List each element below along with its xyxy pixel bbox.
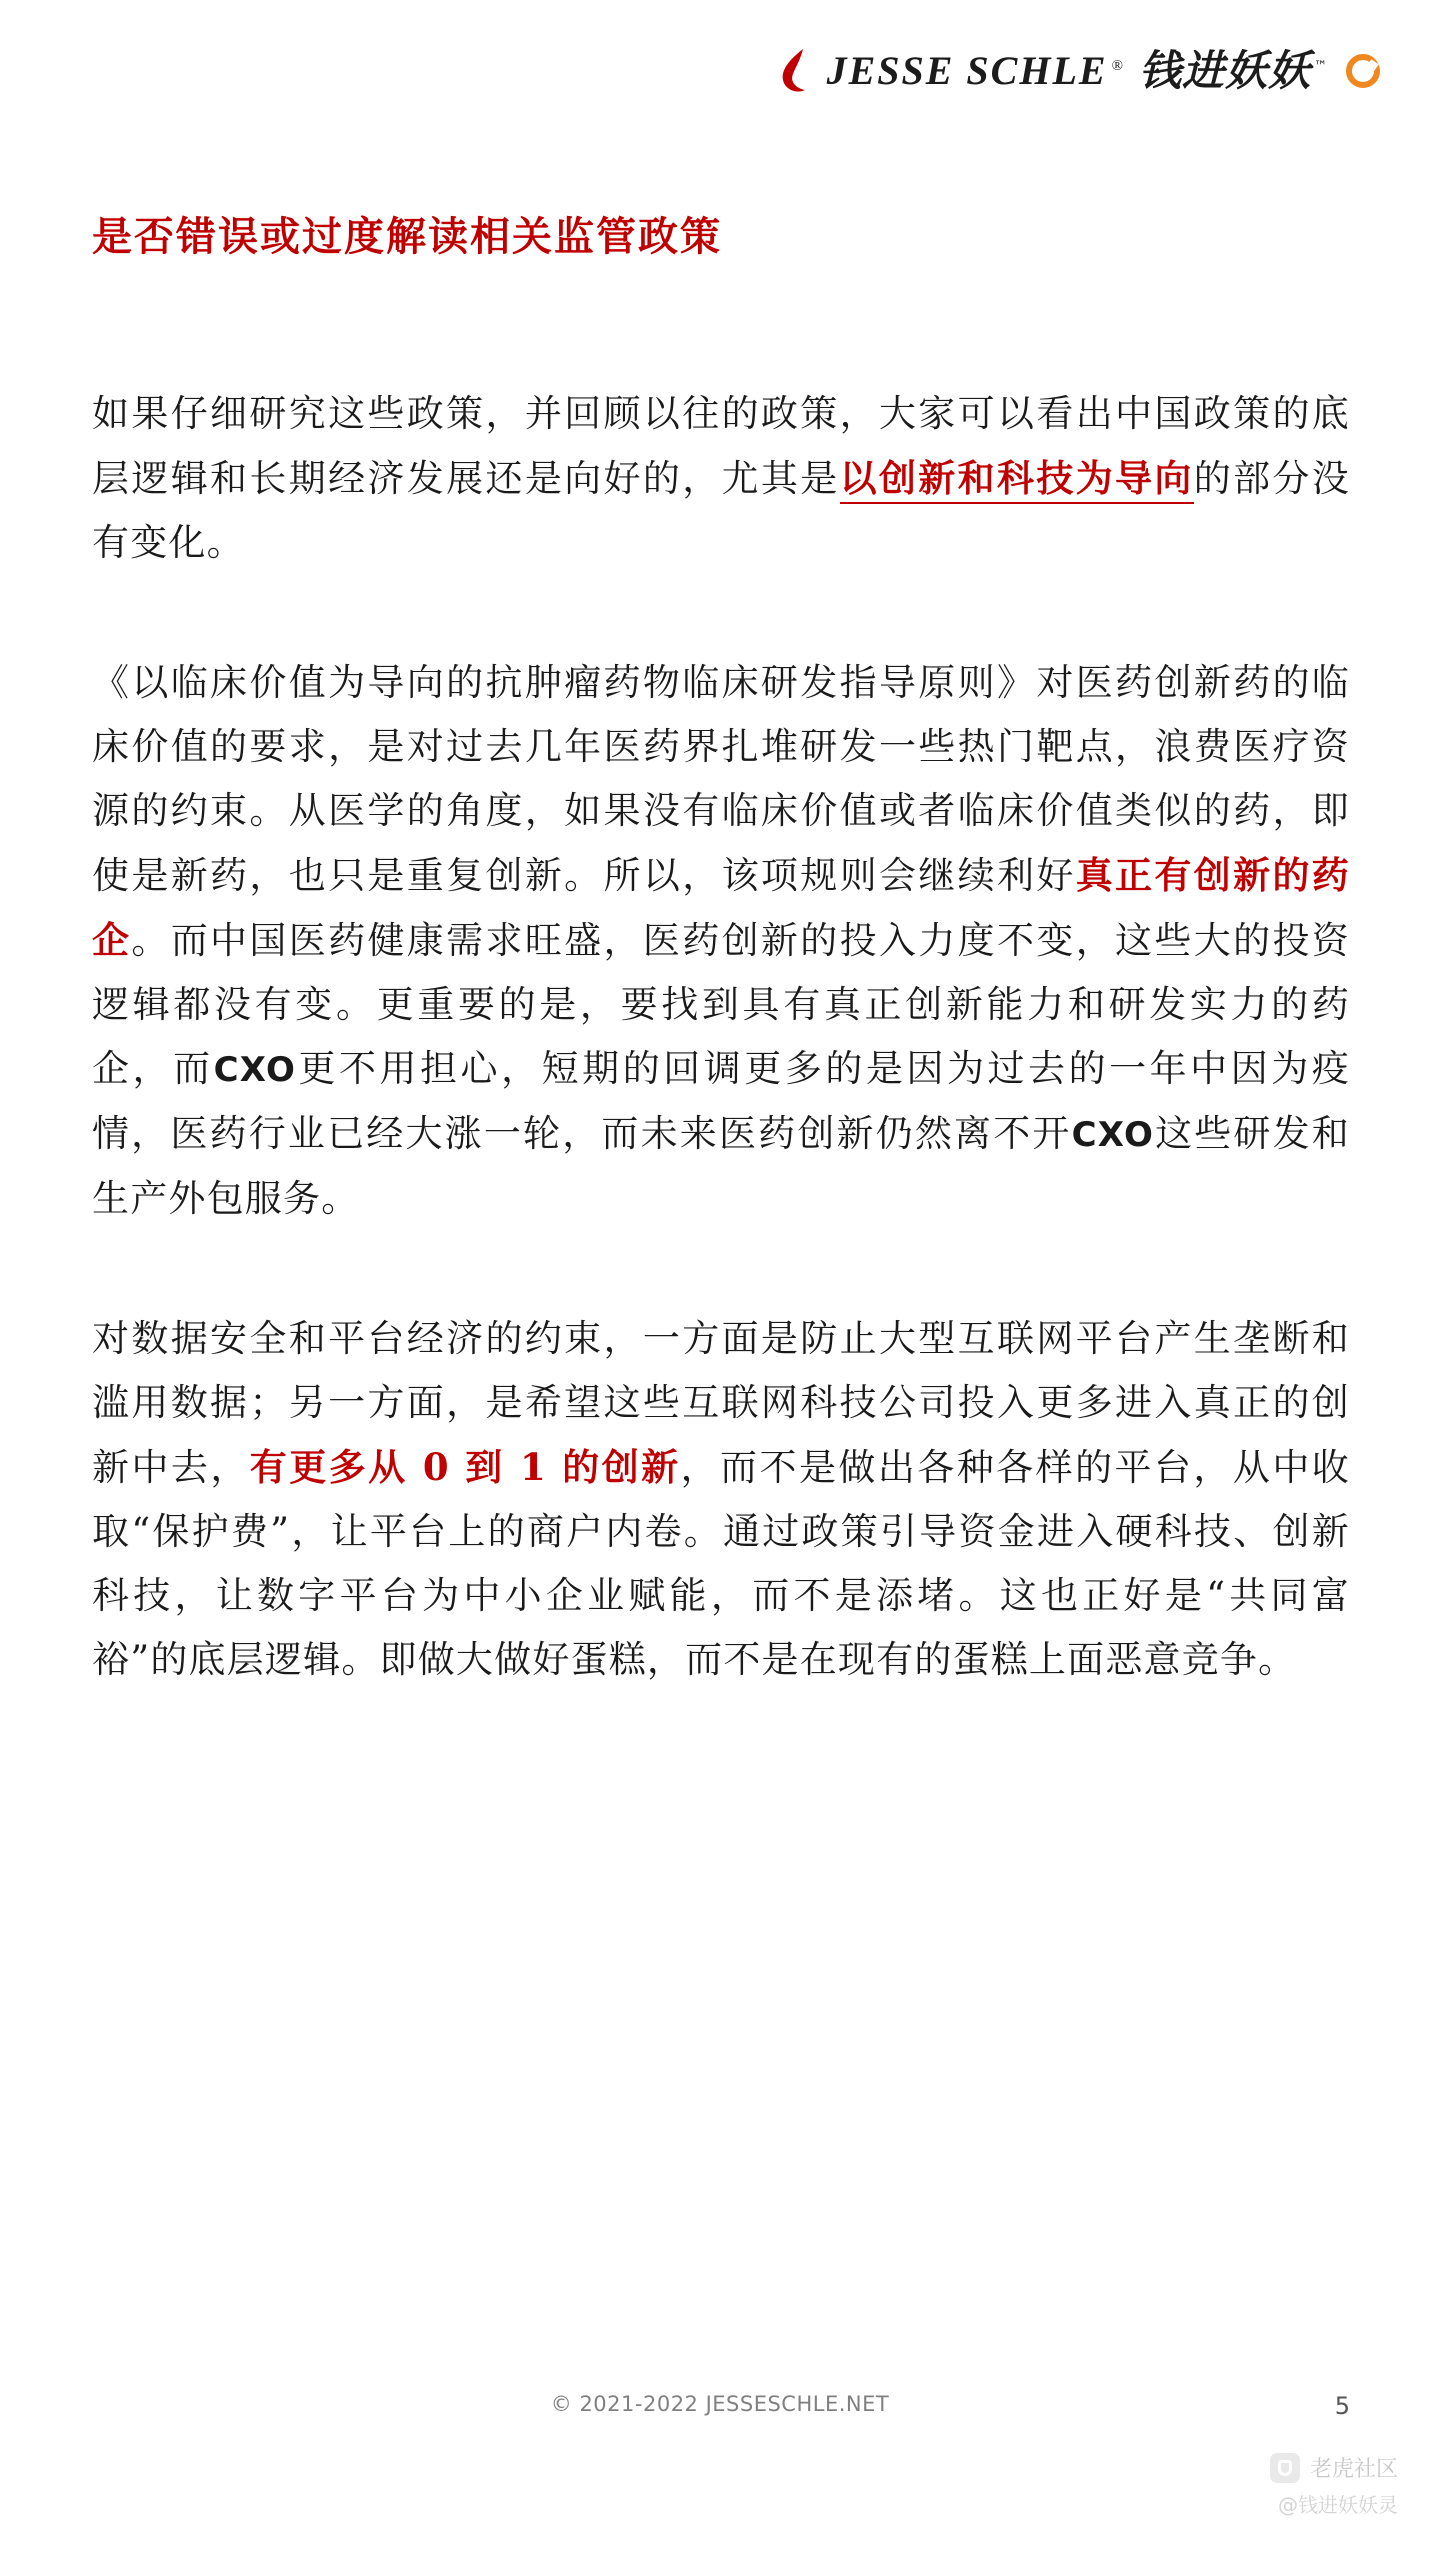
watermark (1270, 2452, 1398, 2518)
trademark-icon: ™ (1314, 59, 1328, 74)
tiger-community-icon (1270, 2453, 1300, 2483)
paragraph-3-text-b: ，而不是做出各种各样的平台，从中收取“保护费”，让平台上的商户内卷。通过政策引导资金进入硬科技、创新科技，让数字平台为中小企业赋能，而不是添堵。这也正好是“共同富裕”的底层逻辑。即做大做好蛋糕，而不是在现有的蛋糕上面恶意竞争。 (92, 1446, 1350, 1681)
registered-mark-icon: ® (1111, 57, 1125, 74)
brand-latin-text: JESSE SCHLE (826, 48, 1108, 93)
watermark-user-name: @钱进妖妖灵 (1278, 2493, 1398, 2517)
paragraph-3 (92, 1307, 1350, 1692)
flame-mark-icon (779, 48, 813, 94)
paragraph-3-text-a: 对数据安全和平台经济的约束，一方面是防止大型互联网平台产生垄断和滥用数据；另一方面，是希望这些互联网科技公司投入更多进入真正的创新中去， (92, 1317, 1350, 1489)
brand-header (779, 48, 1380, 94)
copyright-text: © 2021-2022 JESSESCHLE.NET (550, 2392, 890, 2416)
paragraph-2 (92, 651, 1350, 1231)
article-body (92, 382, 1350, 1692)
page-number: 5 (1334, 2392, 1350, 2420)
watermark-app-name: 老虎社区 (1309, 2457, 1398, 2482)
watermark-app (1270, 2452, 1398, 2483)
paragraph-2-text-a: 《以临床价值为导向的抗肿瘤药物临床研发指导原则》对医药创新药的临床价值的要求，是对过去几年医药界扎堆研发一些热门靶点，浪费医疗资源的约束。从医学的角度，如果没有临床价值或者临床价值类似的药，即使是新药，也只是重复创新。所以，该项规则会继续利好 (92, 661, 1350, 897)
brand-cn-text: 钱进妖妖 (1138, 46, 1311, 95)
brand-latin-wordmark (826, 48, 1125, 93)
paragraph-2-term-cxo-2: CXO (1071, 1115, 1155, 1155)
paragraph-3-highlight: 有更多从 0 到 1 的创新 (249, 1445, 681, 1489)
page-footer (0, 2392, 1440, 2432)
paragraph-2-text-b: 。而中国医药健康需求旺盛，医药创新的投入力度不变，这些大的投资逻辑都没有变。更重要的是，要找到具有真正创新能力和研发实力的药企，而 (92, 919, 1351, 1090)
paragraph-1-text-a: 如果仔细研究这些政策，并回顾以往的政策，大家可以看出中国政策的底层逻辑和长期经济发展还是向好的，尤其是 (92, 392, 1350, 500)
page-title: 是否错误或过度解读相关监管政策 (92, 213, 722, 260)
paragraph-2-highlight: 真正有创新的药企 (92, 853, 1350, 962)
paragraph-2-text-c: 更不用担心，短期的回调更多的是因为过去的一年中因为疫情，医药行业已经大涨一轮，而未来医药创新仍然离不开 (92, 1047, 1350, 1155)
orange-ring-icon (1346, 54, 1380, 88)
paragraph-1-text-b: 的部分没有变化。 (92, 457, 1350, 564)
paragraph-2-text-d: 这些研发和生产外包服务。 (92, 1112, 1350, 1220)
paragraph-2-term-cxo-1: CXO (213, 1050, 297, 1090)
paragraph-1 (92, 382, 1350, 575)
paragraph-1-highlight: 以创新和科技为导向 (840, 456, 1194, 504)
brand-cn-wordmark (1138, 46, 1328, 95)
